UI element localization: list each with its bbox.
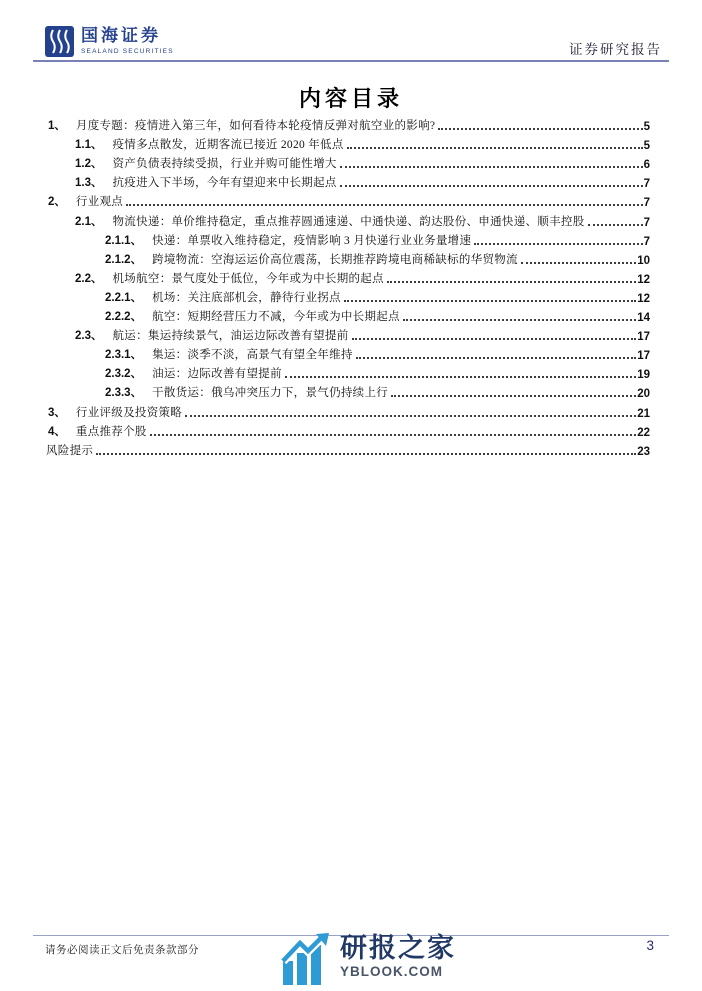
toc-entry-title: 机场：关注底部机会，静待行业拐点 bbox=[152, 291, 341, 304]
toc-entry-page: 7 bbox=[643, 216, 650, 229]
toc-entry-page: 12 bbox=[637, 273, 650, 286]
toc-leader-dots bbox=[438, 128, 642, 130]
toc-entry-page: 20 bbox=[637, 388, 650, 401]
table-of-contents bbox=[32, 114, 650, 458]
toc-entry-title: 航空：短期经营压力不减，今年或为中长期起点 bbox=[152, 311, 400, 324]
toc-entry[interactable] bbox=[32, 248, 650, 267]
toc-entry-title: 抗疫进入下半场，今年有望迎来中长期起点 bbox=[112, 177, 337, 190]
toc-leader-dots bbox=[96, 453, 636, 455]
toc-leader-dots bbox=[126, 204, 642, 206]
toc-entry[interactable] bbox=[32, 381, 650, 400]
toc-entry[interactable] bbox=[32, 286, 650, 305]
toc-entry-page: 10 bbox=[637, 254, 650, 267]
toc-leader-dots bbox=[474, 243, 642, 245]
toc-entry-page: 6 bbox=[643, 159, 650, 172]
watermark-name: 研报之家 bbox=[340, 933, 456, 963]
toc-entry-page: 22 bbox=[637, 426, 650, 439]
toc-entry[interactable] bbox=[32, 400, 650, 419]
sealand-logo-icon bbox=[45, 26, 74, 57]
report-type-label: 证券研究报告 bbox=[569, 42, 662, 57]
toc-entry-page: 23 bbox=[637, 445, 650, 458]
toc-entry-title: 跨境物流：空海运运价高位震荡，长期推荐跨境电商稀缺标的华贸物流 bbox=[152, 253, 518, 266]
toc-leader-dots bbox=[340, 185, 643, 187]
toc-entry-page: 5 bbox=[643, 121, 650, 134]
toc-entry-title: 航运：集运持续景气，油运边际改善有望提前 bbox=[112, 330, 349, 343]
toc-entry-title: 月度专题：疫情进入第三年，如何看待本轮疫情反弹对航空业的影响? bbox=[75, 120, 436, 133]
toc-entry[interactable] bbox=[32, 362, 650, 381]
toc-entry[interactable] bbox=[32, 171, 650, 190]
toc-entry-title: 快递：单票收入维持稳定，疫情影响 3 月快递行业业务量增速 bbox=[152, 234, 472, 247]
toc-entry-title: 物流快递：单价维持稳定，重点推荐圆通速递、中通快递、韵达股份、申通快递、顺丰控股 bbox=[112, 215, 585, 228]
toc-entry-title: 集运：淡季不淡，高景气有望全年维持 bbox=[152, 349, 353, 362]
toc-entry-number: 3、 bbox=[48, 406, 66, 419]
toc-entry-number: 1.3、 bbox=[75, 177, 103, 190]
toc-entry-number: 2.3.1、 bbox=[105, 349, 143, 362]
page-title: 内容目录 bbox=[298, 86, 403, 111]
toc-leader-dots bbox=[185, 415, 636, 417]
toc-entry[interactable] bbox=[32, 114, 650, 133]
brand-name-en: SEALAND SECURITIES bbox=[81, 48, 174, 55]
toc-entry[interactable] bbox=[32, 190, 650, 209]
page-number: 3 bbox=[646, 938, 654, 953]
toc-leader-dots bbox=[521, 262, 636, 264]
toc-entry-title: 行业观点 bbox=[75, 196, 124, 209]
toc-entry-page: 21 bbox=[637, 407, 650, 420]
toc-entry-title: 资产负债表持续受损，行业并购可能性增大 bbox=[112, 158, 337, 171]
toc-entry[interactable] bbox=[32, 439, 650, 458]
toc-leader-dots bbox=[387, 281, 636, 283]
toc-entry-page: 7 bbox=[643, 178, 650, 191]
toc-entry-number: 1.1、 bbox=[75, 139, 103, 152]
toc-entry-title: 行业评级及投资策略 bbox=[75, 406, 183, 419]
toc-leader-dots bbox=[352, 338, 637, 340]
toc-entry-page: 7 bbox=[643, 235, 650, 248]
toc-entry-number: 2.1.2、 bbox=[105, 253, 143, 266]
toc-entry-title: 油运：边际改善有望提前 bbox=[152, 368, 282, 381]
toc-entry[interactable] bbox=[32, 343, 650, 362]
header-divider bbox=[33, 60, 669, 62]
toc-entry[interactable] bbox=[32, 133, 650, 152]
toc-entry-number: 1.2、 bbox=[75, 158, 103, 171]
toc-entry[interactable] bbox=[32, 324, 650, 343]
toc-leader-dots bbox=[588, 224, 643, 226]
toc-entry-page: 17 bbox=[637, 331, 650, 344]
disclaimer-text: 请务必阅读正文后免责条款部分 bbox=[45, 945, 199, 956]
toc-entry-number: 2.3、 bbox=[75, 330, 103, 343]
toc-entry[interactable] bbox=[32, 209, 650, 228]
toc-entry-page: 12 bbox=[637, 292, 650, 305]
toc-leader-dots bbox=[344, 300, 636, 302]
toc-entry-page: 14 bbox=[637, 312, 650, 325]
toc-entry-number: 2.1.1、 bbox=[105, 234, 143, 247]
toc-leader-dots bbox=[340, 166, 643, 168]
toc-entry[interactable] bbox=[32, 420, 650, 439]
toc-leader-dots bbox=[356, 357, 637, 359]
toc-entry-page: 5 bbox=[643, 140, 650, 153]
toc-entry-number: 2.1、 bbox=[75, 215, 103, 228]
toc-entry[interactable] bbox=[32, 229, 650, 248]
toc-entry-number: 2.2、 bbox=[75, 272, 103, 285]
toc-leader-dots bbox=[150, 434, 636, 436]
brand-logo bbox=[45, 26, 174, 57]
toc-entry-title: 干散货运：俄乌冲突压力下，景气仍持续上行 bbox=[152, 387, 389, 400]
toc-entry-page: 7 bbox=[643, 197, 650, 210]
toc-entry-number: 2.3.2、 bbox=[105, 368, 143, 381]
toc-entry[interactable] bbox=[32, 267, 650, 286]
brand-name-cn: 国海证券 bbox=[81, 26, 161, 45]
toc-entry-title: 疫情多点散发，近期客流已接近 2020 年低点 bbox=[112, 139, 344, 152]
toc-entry-number: 2.3.3、 bbox=[105, 387, 143, 400]
toc-leader-dots bbox=[285, 376, 636, 378]
toc-leader-dots bbox=[391, 395, 636, 397]
toc-leader-dots bbox=[347, 147, 643, 149]
barchart-arrow-icon bbox=[281, 933, 333, 990]
toc-entry[interactable] bbox=[32, 305, 650, 324]
watermark-site: YBLOOK.COM bbox=[340, 964, 443, 979]
toc-entry-title: 重点推荐个股 bbox=[75, 425, 147, 438]
toc-entry-title: 风险提示 bbox=[46, 444, 94, 457]
toc-entry-number: 4、 bbox=[48, 425, 66, 438]
toc-entry-number: 2.2.1、 bbox=[105, 291, 143, 304]
toc-entry[interactable] bbox=[32, 152, 650, 171]
toc-entry-page: 17 bbox=[637, 350, 650, 363]
watermark bbox=[281, 933, 456, 990]
toc-entry-number: 2.2.2、 bbox=[105, 311, 143, 324]
toc-entry-number: 1、 bbox=[48, 120, 66, 133]
toc-entry-page: 19 bbox=[637, 369, 650, 382]
toc-entry-number: 2、 bbox=[48, 196, 66, 209]
toc-entry-title: 机场航空：景气度处于低位，今年或为中长期的起点 bbox=[112, 272, 384, 285]
toc-leader-dots bbox=[403, 319, 636, 321]
